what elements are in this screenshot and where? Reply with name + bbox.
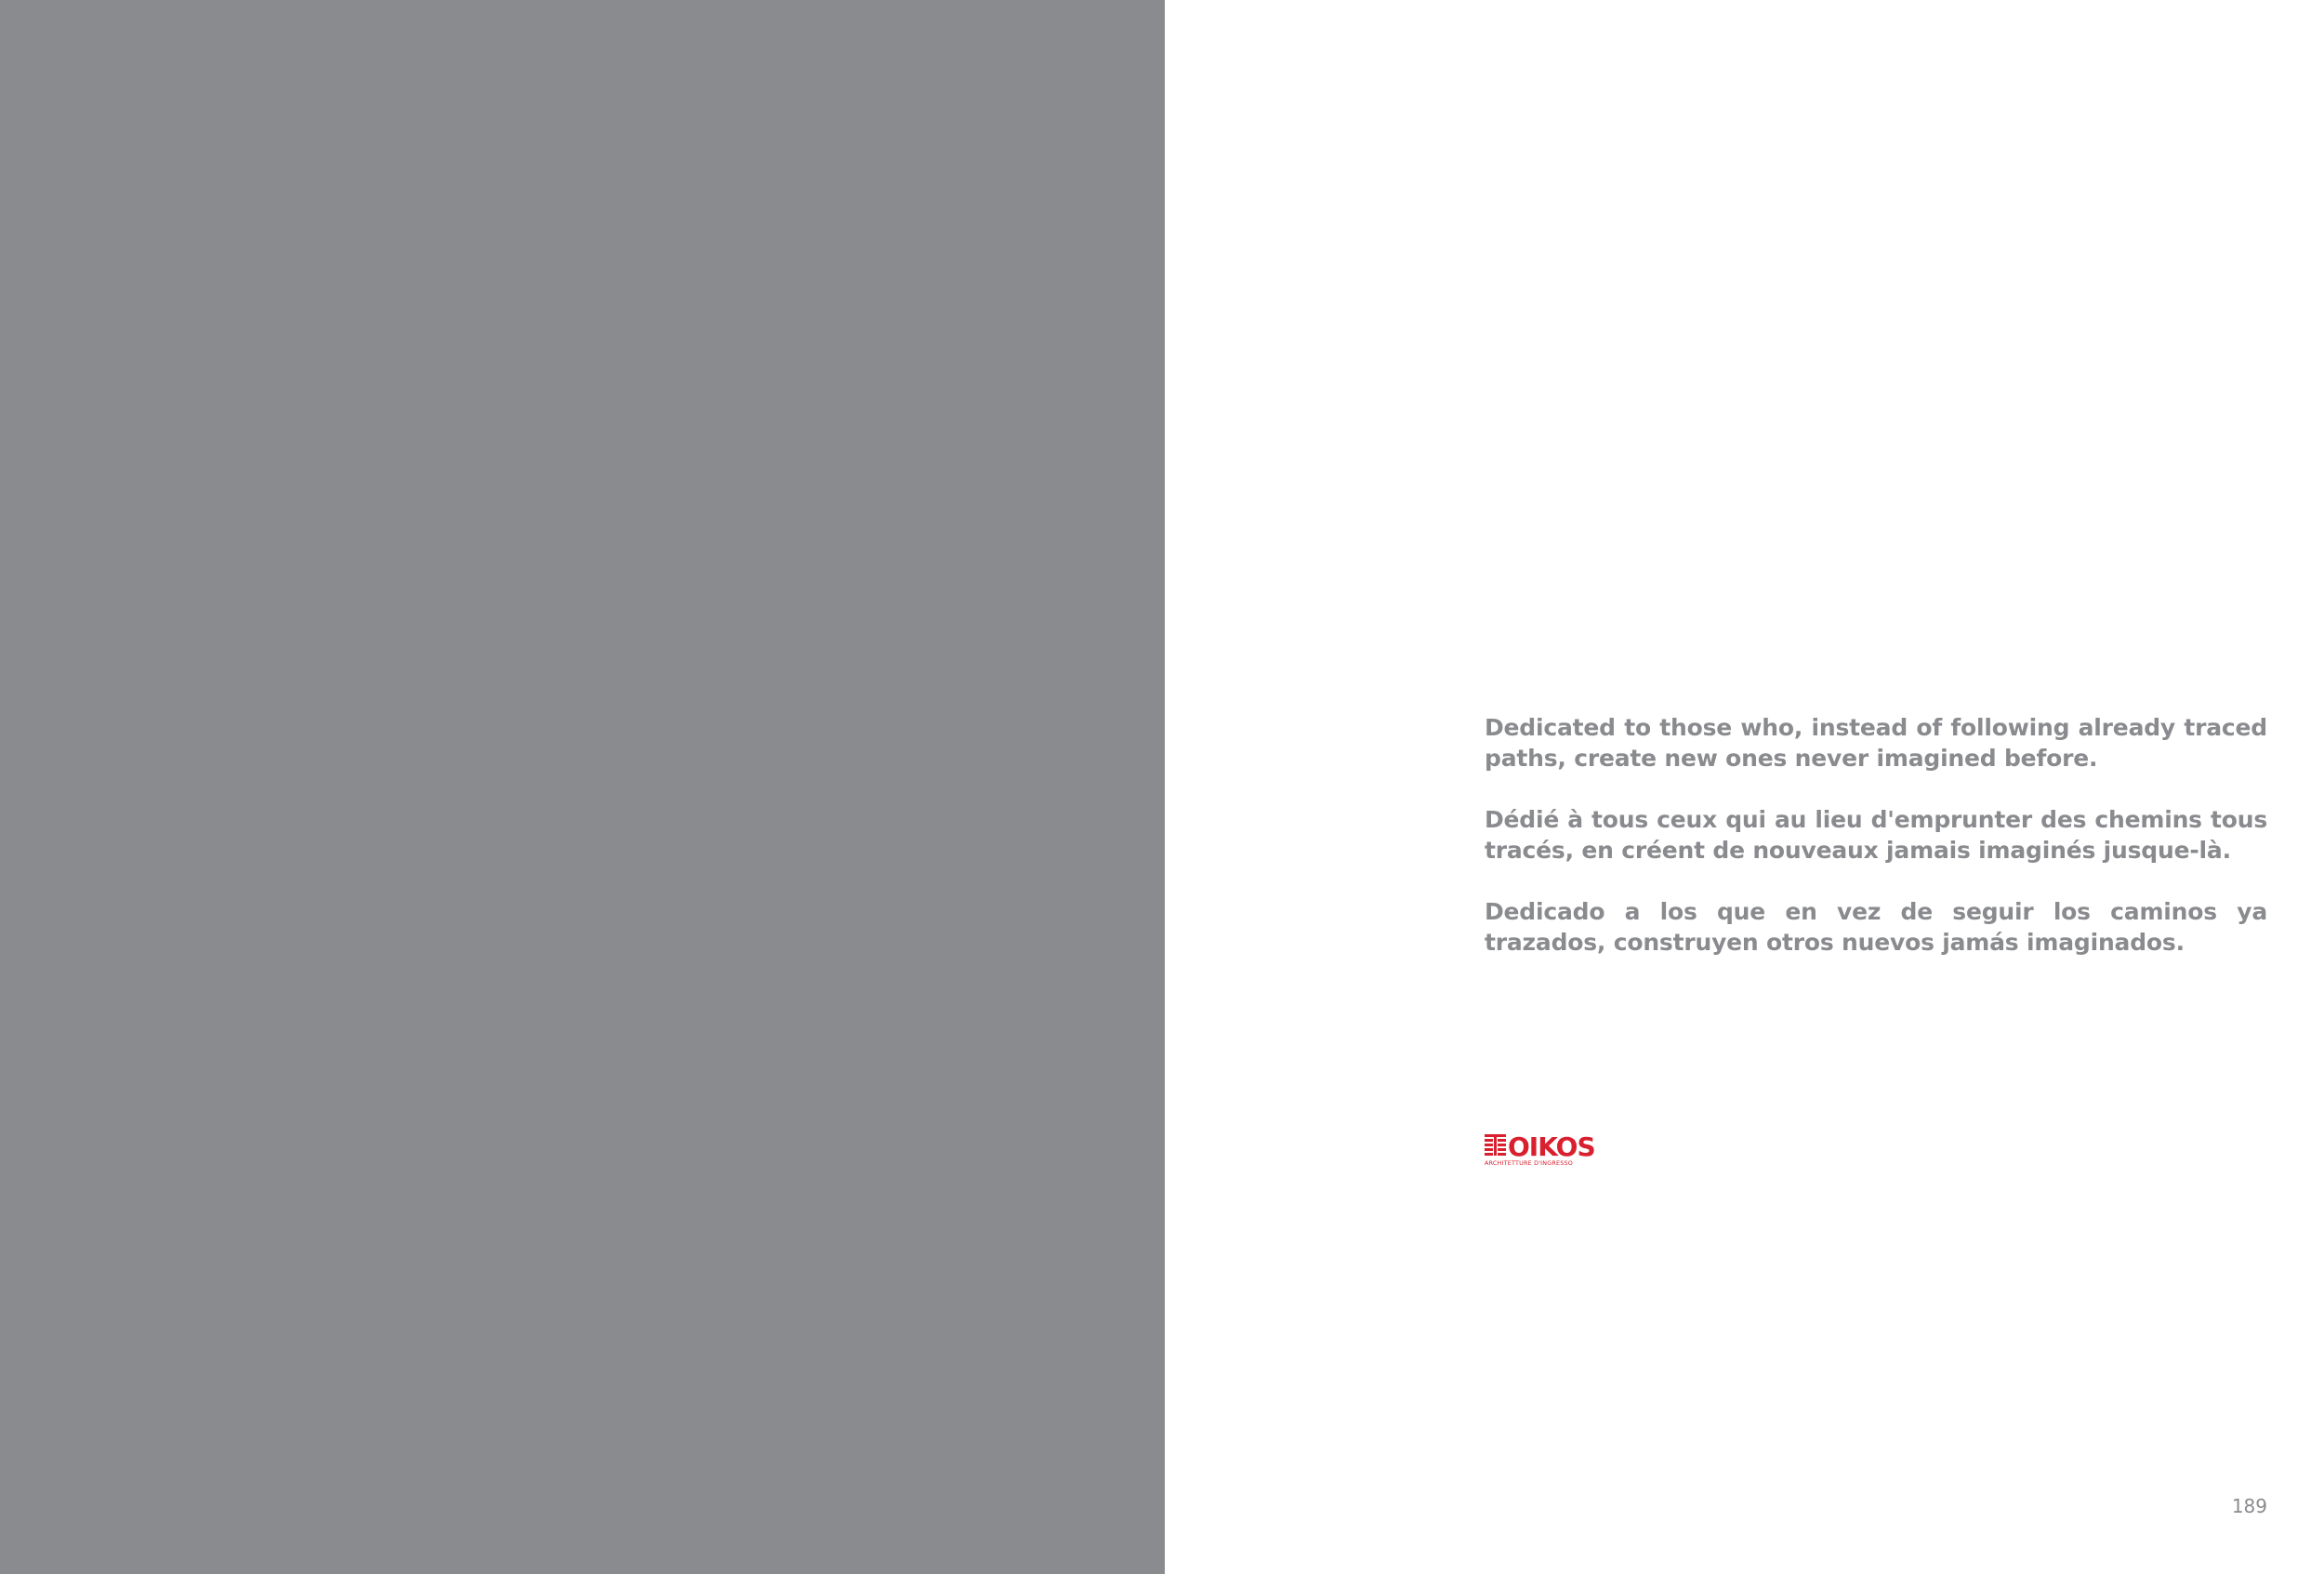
dedication-block <box>1485 712 2267 988</box>
dedication-french: Dédié à tous ceux qui au lieu d'emprunter des chemins tous tracés, en créent de nouveaux jamais imaginés jusque-là. <box>1485 806 2267 864</box>
dedication-english: Dedicated to those who, instead of following already traced paths, create new ones never imagined before. <box>1485 714 2267 772</box>
logo-tagline: ARCHITETTURE D'INGRESSO <box>1485 1159 1573 1167</box>
logo-wordmark: OIKOS <box>1508 1131 1595 1162</box>
dedication-spanish: Dedicado a los que en vez de seguir los caminos ya trazados, construyen otros nuevos jamás imaginados. <box>1485 898 2267 956</box>
oikos-logo-mark <box>1485 1131 1643 1168</box>
page-number: 189 <box>2231 1495 2267 1517</box>
building-icon <box>1485 1134 1506 1156</box>
oikos-logo <box>1485 1131 1643 1168</box>
